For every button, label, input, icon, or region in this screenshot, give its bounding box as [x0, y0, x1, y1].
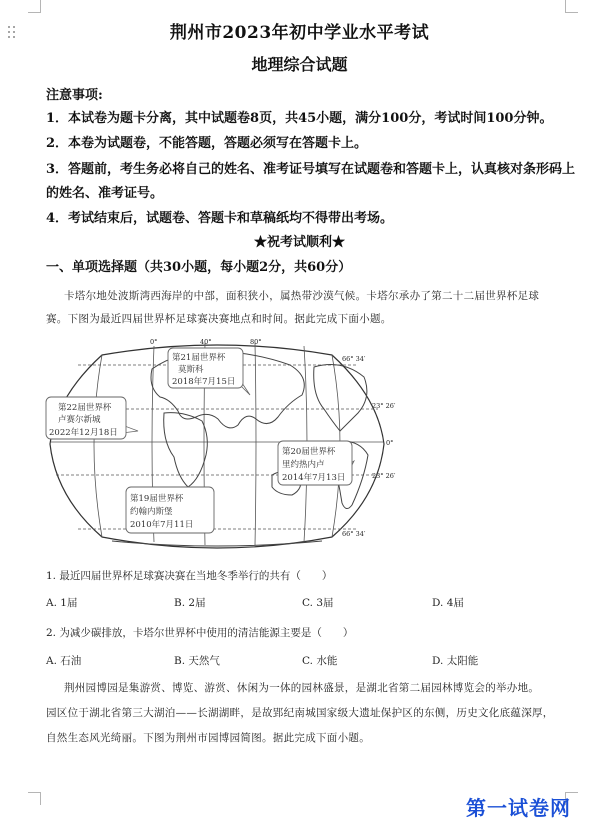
- longitude-label: 40°: [200, 338, 212, 346]
- notice-item-continued: 的姓名、准考证号。: [46, 186, 164, 201]
- passage-line: 园区位于湖北省第三大湖泊——长湖湖畔，是故郢纪南城国家级大遗址保护区的东侧，历史文化底蕴深厚，: [46, 707, 554, 719]
- exam-subtitle: 地理综合试题: [251, 55, 348, 74]
- option-c[interactable]: C. 3届: [302, 597, 334, 609]
- callout-line: 莫斯科: [178, 365, 204, 375]
- option-b[interactable]: B. 天然气: [174, 655, 220, 667]
- site-watermark: 第一试卷网: [466, 796, 571, 820]
- page-corner-mark: [28, 792, 41, 805]
- callout-line: 2014年7月13日: [282, 473, 346, 483]
- longitude-label: 0°: [150, 338, 158, 346]
- notice-item: 1．本试卷为题卡分离，其中试题卷8页，共45小题，满分100分，考试时间100分钟。: [46, 111, 553, 126]
- meridian-line: [255, 343, 256, 545]
- callout-line: 第22届世界杯: [58, 403, 112, 413]
- option-d[interactable]: D. 4届: [432, 597, 464, 609]
- continent-africa: [164, 413, 208, 487]
- latitude-label: 23° 26′: [372, 402, 396, 410]
- passage-line: 赛。下图为最近四届世界杯足球赛决赛地点和时间。据此完成下面小题。: [46, 313, 392, 325]
- continent-antarctica: [112, 541, 322, 546]
- notice-item: 3．答题前，考生务必将自己的姓名、准考证号填写在试题卷和答题卡上，认真核对条形码上: [46, 162, 576, 177]
- callout-line: 第20届世界杯: [282, 447, 336, 457]
- page-corner-mark: [565, 0, 578, 13]
- latitude-label: 66° 34′: [342, 530, 366, 538]
- notice-item: 4．考试结束后，试题卷、答题卡和草稿纸均不得带出考场。: [46, 211, 394, 226]
- callout-line: 2022年12月18日: [49, 428, 118, 438]
- passage-line: 卡塔尔地处波斯湾西海岸的中部，面积狭小，属热带沙漠气候。卡塔尔承办了第二十二届世界杯足球: [64, 290, 540, 302]
- world-map-figure: [42, 337, 396, 551]
- option-a[interactable]: A. 石油: [46, 655, 82, 667]
- meridian-line: [94, 355, 102, 537]
- option-d[interactable]: D. 太阳能: [432, 655, 479, 667]
- notice-item: 2．本卷为试题卷，不能答题，答题必须写在答题卡上。: [46, 136, 368, 151]
- option-b[interactable]: B. 2届: [174, 597, 206, 609]
- passage-line: 自然生态风光绮丽。下图为荆州市园博园简图。据此完成下面小题。: [46, 732, 370, 744]
- callout-line: 卢赛尔新城: [58, 415, 101, 425]
- callout-line: 第19届世界杯: [130, 494, 184, 504]
- passage-line: 荆州园博园是集游赏、博览、游赏、休闲为一体的园林盛景，是湖北省第二届园林博览会的举办地。: [64, 682, 540, 694]
- callout-line: 第21届世界杯: [172, 353, 226, 363]
- question-stem: 1. 最近四届世界杯足球赛决赛在当地冬季举行的共有（ ）: [46, 570, 333, 582]
- notice-heading: 注意事项:: [46, 88, 103, 103]
- section-heading: 一、单项选择题（共30小题，每小题2分，共60分）: [46, 260, 352, 275]
- option-c[interactable]: C. 水能: [302, 655, 338, 667]
- question-stem: 2. 为减少碳排放，卡塔尔世界杯中使用的清洁能源主要是（ ）: [46, 627, 354, 639]
- latitude-label: 66° 34′: [342, 355, 366, 363]
- option-a[interactable]: A. 1届: [46, 597, 78, 609]
- good-luck-line: ★祝考试顺利★: [253, 235, 345, 250]
- latitude-label: 0°: [386, 439, 394, 447]
- callout-line: 2018年7月15日: [172, 377, 236, 387]
- exam-title: 荆州市2023年初中学业水平考试: [169, 23, 430, 43]
- longitude-label: 80°: [250, 338, 262, 346]
- page-corner-mark: [28, 0, 41, 13]
- latitude-label: 23° 26′: [372, 472, 396, 480]
- callout-line: 约翰内斯堡: [130, 507, 173, 517]
- callout-line: 里约热内卢: [282, 460, 325, 470]
- callout-line: 2010年7月11日: [130, 520, 194, 530]
- continent-north-america: [314, 365, 367, 431]
